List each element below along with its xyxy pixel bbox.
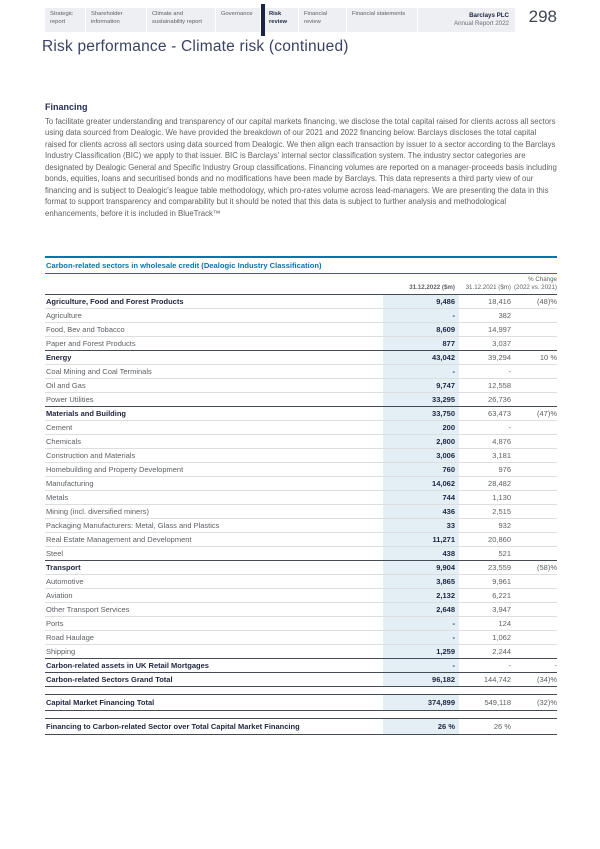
brand-name: Barclays PLC xyxy=(469,12,509,20)
table-row xyxy=(45,308,557,322)
row-value-2021: 1,062 xyxy=(492,633,511,643)
row-label: Energy xyxy=(46,353,72,363)
row-value-2022: 3,006 xyxy=(383,449,459,462)
table-row xyxy=(45,490,557,504)
table-row xyxy=(45,294,557,308)
nav-tab-label: Strategic report xyxy=(50,11,73,25)
row-label: Chemicals xyxy=(46,437,82,447)
nav-tab-label: Governance xyxy=(221,11,253,17)
row-value-2021: 26 % xyxy=(493,722,511,732)
row-label: Agriculture, Food and Forest Products xyxy=(46,297,184,307)
column-header-change: % Change (2022 vs. 2021) xyxy=(514,276,557,292)
row-value-2021: 2,244 xyxy=(492,647,511,657)
row-value-2022: 11,271 xyxy=(383,533,459,546)
row-value-2021: 26,736 xyxy=(488,395,511,405)
table-row xyxy=(45,434,557,448)
nav-tab-shareholder-information[interactable] xyxy=(86,8,146,32)
row-label: Carbon-related assets in UK Retail Mortgages xyxy=(46,661,209,671)
row-label: Real Estate Management and Development xyxy=(46,535,192,545)
row-label: Paper and Forest Products xyxy=(46,339,136,349)
row-label: Metals xyxy=(46,493,69,503)
table-row xyxy=(45,718,557,735)
row-value-2021: 382 xyxy=(498,311,511,321)
row-value-2021: 3,947 xyxy=(492,605,511,615)
table-row xyxy=(45,518,557,532)
row-value-2022: 9,747 xyxy=(383,379,459,392)
row-value-2022: 43,042 xyxy=(383,351,459,364)
row-label: Other Transport Services xyxy=(46,605,130,615)
nav-tab-climate-and-sustainability-report[interactable] xyxy=(147,8,215,32)
active-tab-marker xyxy=(261,4,265,36)
table-row xyxy=(45,336,557,350)
row-value-2021: 932 xyxy=(498,521,511,531)
nav-tab-strategic-report[interactable] xyxy=(45,8,85,32)
nav-tab-label: Climate and sustainability report xyxy=(152,11,202,25)
row-value-2022: 9,486 xyxy=(383,295,459,308)
row-value-2021: 4,876 xyxy=(492,437,511,447)
row-value-2022: - xyxy=(383,631,459,644)
row-value-change: 10 % xyxy=(539,353,557,363)
nav-tab-label: Financial review xyxy=(304,11,328,25)
row-value-change: (58)% xyxy=(536,563,557,573)
row-label: Oil and Gas xyxy=(46,381,86,391)
carbon-sectors-table xyxy=(45,256,557,735)
nav-tab-label: Financial statements xyxy=(352,11,406,17)
nav-tab-label: Shareholder information xyxy=(91,11,123,25)
row-value-2022: 9,904 xyxy=(383,561,459,574)
row-value-2021: - xyxy=(508,423,511,433)
table-row xyxy=(45,694,557,711)
row-value-change: - xyxy=(554,661,557,671)
nav-tab-financial-review[interactable] xyxy=(299,8,346,32)
brand-subtitle: Annual Report 2022 xyxy=(453,20,509,27)
table-row xyxy=(45,448,557,462)
row-label: Aviation xyxy=(46,591,73,601)
row-value-2021: 20,860 xyxy=(488,535,511,545)
row-value-2021: 3,181 xyxy=(492,451,511,461)
row-label: Food, Bev and Tobacco xyxy=(46,325,125,335)
nav-tab-governance[interactable] xyxy=(216,8,260,32)
table-row xyxy=(45,420,557,434)
table-row xyxy=(45,322,557,336)
row-value-2021: 39,294 xyxy=(488,353,511,363)
row-value-2021: 2,515 xyxy=(492,507,511,517)
row-value-2022: 33,295 xyxy=(383,393,459,406)
row-value-2022: - xyxy=(383,309,459,322)
nav-tab-financial-statements[interactable] xyxy=(347,8,417,32)
row-label: Financing to Carbon-related Sector over Total Capital Market Financing xyxy=(46,722,300,732)
row-value-2022: - xyxy=(383,659,459,672)
nav-tab-risk-review[interactable] xyxy=(261,8,298,32)
table-row xyxy=(45,364,557,378)
table-row xyxy=(45,462,557,476)
table-row xyxy=(45,560,557,574)
table-row xyxy=(45,658,557,672)
row-value-2021: 28,482 xyxy=(488,479,511,489)
row-label: Power Utilities xyxy=(46,395,94,405)
row-label: Manufacturing xyxy=(46,479,94,489)
row-value-2021: 23,559 xyxy=(488,563,511,573)
row-value-2021: 9,961 xyxy=(492,577,511,587)
table-row xyxy=(45,378,557,392)
table-row xyxy=(45,672,557,687)
table-row xyxy=(45,532,557,546)
row-label: Homebuilding and Property Development xyxy=(46,465,184,475)
row-label: Materials and Building xyxy=(46,409,127,419)
row-value-2022: 33,750 xyxy=(383,407,459,420)
row-value-2021: 63,473 xyxy=(488,409,511,419)
row-value-2022: 1,259 xyxy=(383,645,459,658)
row-value-2022: 26 % xyxy=(383,719,459,734)
row-label: Mining (incl. diversified miners) xyxy=(46,507,149,517)
row-value-2021: - xyxy=(508,367,511,377)
table-row xyxy=(45,392,557,406)
financing-heading: Financing xyxy=(45,102,88,112)
row-value-2021: 18,416 xyxy=(488,297,511,307)
row-value-2022: 14,062 xyxy=(383,477,459,490)
row-label: Agriculture xyxy=(46,311,82,321)
table-row xyxy=(45,546,557,560)
column-header-2021: 31.12.2021 ($m) xyxy=(465,284,511,292)
column-header-2022: 31.12.2022 ($m) xyxy=(409,284,455,292)
table-body xyxy=(45,294,557,735)
brand-cell xyxy=(418,8,515,32)
page-number: 298 xyxy=(528,7,557,26)
table-row xyxy=(45,644,557,658)
report-nav-bar xyxy=(45,8,515,32)
table-row xyxy=(45,476,557,490)
row-label: Capital Market Financing Total xyxy=(46,698,155,708)
row-value-change: (32)% xyxy=(536,698,557,708)
row-value-2022: 877 xyxy=(383,337,459,350)
row-value-2021: 6,221 xyxy=(492,591,511,601)
row-label: Steel xyxy=(46,549,64,559)
row-value-change: (47)% xyxy=(536,409,557,419)
row-label: Ports xyxy=(46,619,64,629)
row-value-2022: 2,648 xyxy=(383,603,459,616)
row-label: Shipping xyxy=(46,647,76,657)
row-value-2022: 96,182 xyxy=(383,673,459,686)
table-row xyxy=(45,588,557,602)
financing-body-text: To facilitate greater understanding and transparency of our capital markets financing, we disclose the total capital raised for clients across all sectors using data sourced from Dealogic. We have provided the breakdown of our 2021 and 2022 financing below. Barclays discloses the total capital raised for clients across all sectors using data sourced from Dealogic. We then align each transaction by issuer to a sector according to the Barclays Industry Classification (BIC) we apply to that issuer. BIC is Barclays' internal sector classification system. The industry sector categories are designated by Dealogic General and Specific Industry Group classifications. Financing volumes are reported on a manager-proceeds basis including bonds, equities, loans and securitised bonds and no modifications have been made by Barclays. This data represents a third party view of our financing and is subject to Dealogic's league table methodology, which pro-rates volume across lead-managers. We are presenting the data in this format to support transparency and comparability but it should be noted that this data is subject to further analysis and methodological enhancements, before it is included in BlueTrack™ xyxy=(45,117,557,218)
row-label: Automotive xyxy=(46,577,84,587)
row-value-2021: 124 xyxy=(498,619,511,629)
row-value-2022: - xyxy=(383,617,459,630)
table-row xyxy=(45,504,557,518)
row-value-2021: 549,118 xyxy=(484,698,511,708)
row-value-2021: 144,742 xyxy=(483,675,511,685)
table-row xyxy=(45,602,557,616)
row-label: Road Haulage xyxy=(46,633,94,643)
row-label: Transport xyxy=(46,563,81,573)
row-value-2022: 744 xyxy=(383,491,459,504)
row-label: Construction and Materials xyxy=(46,451,136,461)
nav-tab-label: Risk review xyxy=(269,11,288,25)
row-value-2021: - xyxy=(508,661,511,671)
table-row xyxy=(45,630,557,644)
row-value-2022: 760 xyxy=(383,463,459,476)
table-row xyxy=(45,406,557,420)
row-label: Packaging Manufacturers: Metal, Glass and Plastics xyxy=(46,521,220,531)
table-row xyxy=(45,350,557,364)
row-value-2022: 374,899 xyxy=(383,695,459,710)
row-value-2022: 3,865 xyxy=(383,575,459,588)
row-value-2022: 200 xyxy=(383,421,459,434)
row-value-2022: 33 xyxy=(383,519,459,532)
row-value-2021: 3,037 xyxy=(492,339,511,349)
row-value-2022: 2,132 xyxy=(383,589,459,602)
row-value-2021: 976 xyxy=(498,465,511,475)
row-value-2022: 438 xyxy=(383,547,459,560)
row-value-2021: 1,130 xyxy=(492,493,511,503)
table-row xyxy=(45,616,557,630)
row-value-change: (34)% xyxy=(536,675,557,685)
page-title: Risk performance - Climate risk (continued) xyxy=(42,38,349,55)
row-value-change: (48)% xyxy=(536,297,557,307)
table-header-row xyxy=(45,274,557,294)
row-label: Cement xyxy=(46,423,73,433)
table-row xyxy=(45,574,557,588)
financing-section xyxy=(45,102,558,219)
row-value-2021: 14,997 xyxy=(488,325,511,335)
row-value-2022: - xyxy=(383,365,459,378)
row-value-2022: 436 xyxy=(383,505,459,518)
row-value-2022: 2,800 xyxy=(383,435,459,448)
row-value-2021: 12,558 xyxy=(488,381,511,391)
table-title: Carbon-related sectors in wholesale credit (Dealogic Industry Classification) xyxy=(45,256,557,274)
row-value-2021: 521 xyxy=(498,549,511,559)
row-value-2022: 8,609 xyxy=(383,323,459,336)
row-label: Carbon-related Sectors Grand Total xyxy=(46,675,173,685)
row-label: Coal Mining and Coal Terminals xyxy=(46,367,152,377)
